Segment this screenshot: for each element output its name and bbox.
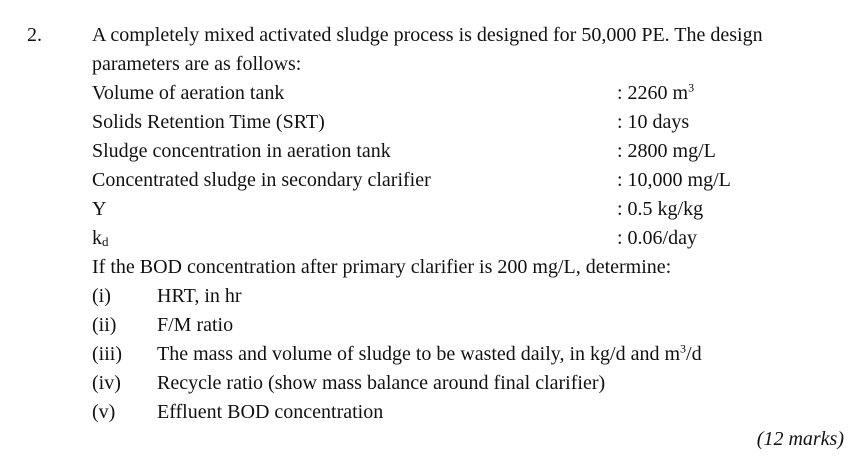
task-text: The mass and volume of sludge to be wasted daily, in kg/d and $m^3/d$ [157, 341, 702, 365]
param-value-aeration-volume: : 2260 $m^3$ [617, 80, 695, 104]
task-numeral: (ii) [92, 314, 117, 336]
question-intro-line-1: A completely mixed activated sludge process is designed for 50,000 PE. The design [92, 24, 763, 46]
param-value-kd: : 0.06/day [617, 227, 697, 249]
question-number: 2. [27, 24, 42, 46]
task-numeral: (iii) [92, 343, 122, 365]
param-value-srt: : 10 days [617, 111, 690, 133]
param-label-sludge-concentration: Sludge concentration in aeration tank [92, 140, 391, 162]
param-label-srt: Solids Retention Time (SRT) [92, 111, 325, 133]
task-text: F/M ratio [157, 314, 234, 336]
marks-allocation: (12 marks) [756, 428, 844, 450]
param-label-concentrated-sludge: Concentrated sludge in secondary clarifier [92, 169, 431, 191]
determine-instruction: If the BOD concentration after primary clarifier is 200 mg/L, determine: [92, 256, 672, 278]
param-label-yield: Y [92, 198, 107, 220]
task-numeral: (v) [92, 401, 116, 423]
task-numeral: (iv) [92, 372, 121, 394]
question-intro-line-2: parameters are as follows: [92, 53, 302, 75]
task-text: HRT, in hr [157, 285, 242, 307]
param-label-kd: $k_d$ [92, 227, 109, 249]
task-numeral: (i) [92, 285, 111, 307]
task-text: Recycle ratio (show mass balance around final clarifier) [157, 372, 606, 394]
task-text: Effluent BOD concentration [157, 401, 384, 423]
param-label-aeration-volume: Volume of aeration tank [92, 82, 285, 104]
param-value-sludge-concentration: : 2800 mg/L [617, 140, 716, 162]
param-value-concentrated-sludge: : 10,000 mg/L [617, 169, 731, 191]
param-value-yield: : 0.5 kg/kg [617, 198, 704, 220]
